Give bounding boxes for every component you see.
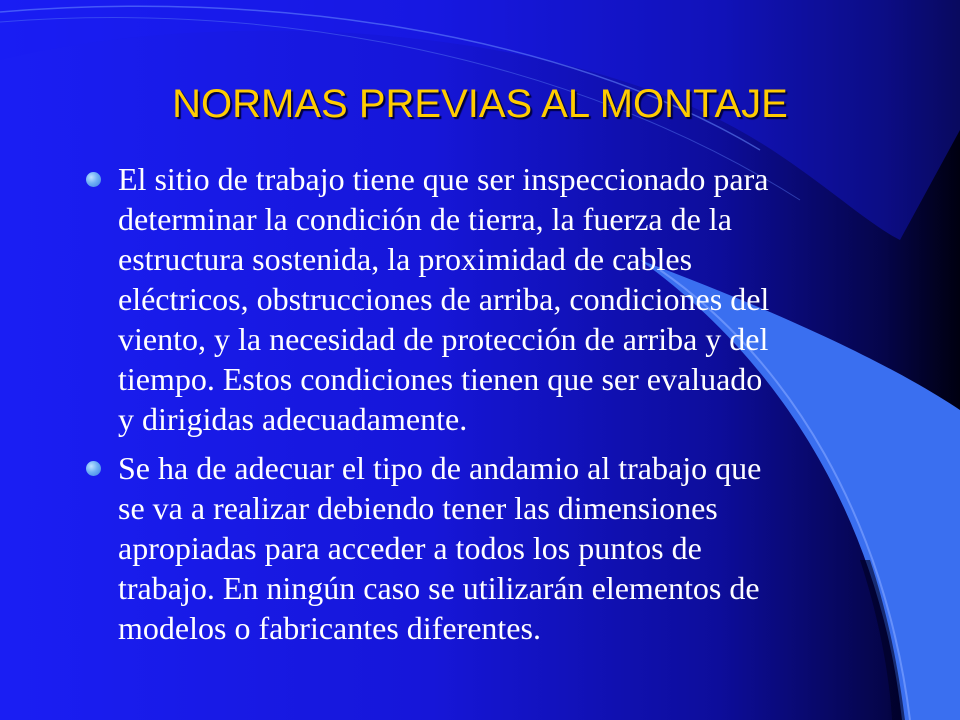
bullet-text-line: apropiadas para acceder a todos los puntos de <box>118 530 702 566</box>
bullet-text-line: tiempo. Estos condiciones tienen que ser evaluado <box>118 361 763 397</box>
bullet-text-line: se va a realizar debiendo tener las dimensiones <box>118 490 718 526</box>
bullet-text-line: viento, y la necesidad de protección de arriba y del <box>118 321 769 357</box>
bullet-text-line: trabajo. En ningún caso se utilizarán elementos de <box>118 570 760 606</box>
bullet-text-line: estructura sostenida, la proximidad de cables <box>118 241 693 277</box>
bullet-icon <box>86 172 101 187</box>
bullet-text-line: eléctricos, obstrucciones de arriba, condiciones del <box>118 281 770 317</box>
bullet-text-line: El sitio de trabajo tiene que ser inspeccionado para <box>118 161 769 197</box>
bullet-text-line: modelos o fabricantes diferentes. <box>118 610 541 646</box>
bullet-text-line: y dirigidas adecuadamente. <box>118 401 468 437</box>
bullet-text-line: Se ha de adecuar el tipo de andamio al trabajo que <box>118 450 762 486</box>
bullet-icon <box>86 461 101 476</box>
bullet-text-line: determinar la condición de tierra, la fuerza de la <box>118 201 732 237</box>
slide-title: NORMAS PREVIAS AL MONTAJE <box>172 82 788 126</box>
